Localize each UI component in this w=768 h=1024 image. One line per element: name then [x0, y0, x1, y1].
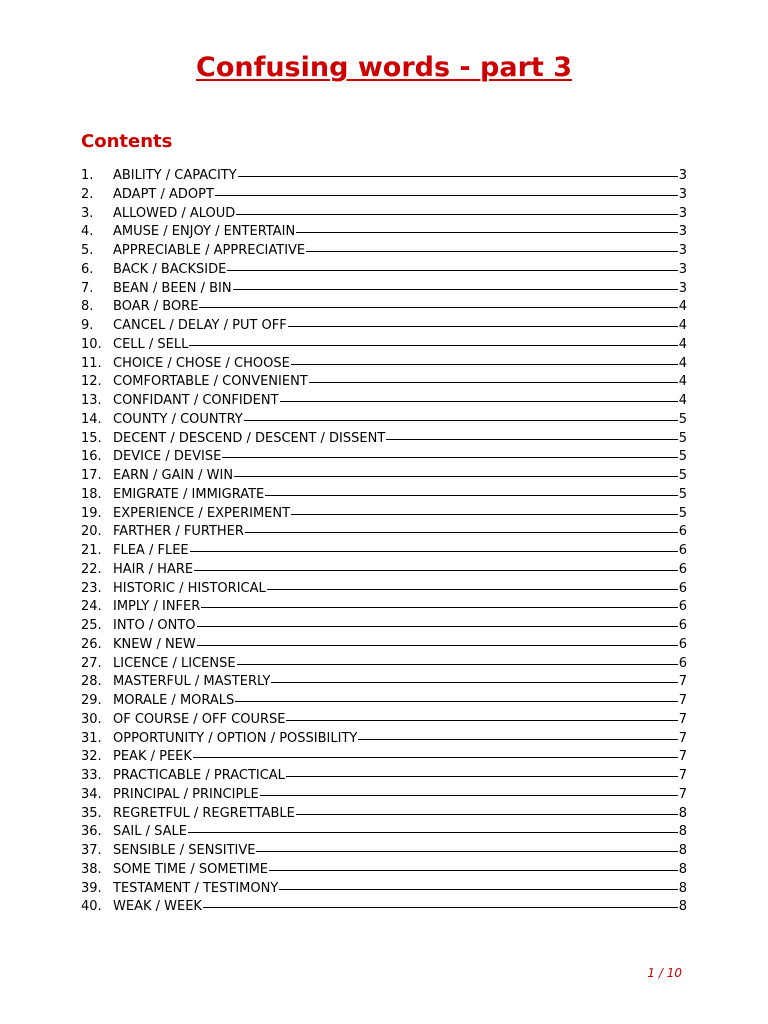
toc-leader-line: [291, 514, 678, 515]
toc-entry-label: MASTERFUL / MASTERLY: [113, 674, 271, 690]
toc-entry[interactable]: [81, 898, 687, 917]
toc-entry[interactable]: [81, 261, 687, 280]
toc-entry[interactable]: [81, 523, 687, 542]
toc-entry-label: ABILITY / CAPACITY: [113, 168, 237, 183]
toc-entry[interactable]: [81, 730, 687, 749]
toc-entry-number: 29.: [81, 693, 102, 708]
toc-entry-page: 5: [678, 411, 687, 427]
toc-entry-page: 4: [678, 393, 687, 408]
toc-entry-number: 17.: [81, 468, 102, 483]
toc-entry[interactable]: [81, 430, 687, 449]
toc-leader-line: [306, 251, 678, 252]
toc-entry-label: LICENCE / LICENSE: [113, 655, 236, 671]
toc-leader-line: [236, 214, 677, 215]
toc-leader-line: [189, 345, 677, 346]
toc-entry-number: 16.: [81, 449, 102, 465]
toc-entry-number: 40.: [81, 899, 102, 915]
toc-leader-line: [233, 289, 678, 290]
toc-entry-label: MORALE / MORALS: [113, 693, 235, 708]
toc-entry[interactable]: [81, 167, 687, 186]
toc-entry-number: 10.: [81, 336, 102, 352]
toc-entry-label: REGRETFUL / REGRETTABLE: [113, 805, 295, 821]
toc-leader-line: [279, 889, 677, 890]
toc-entry-label: OPPORTUNITY / OPTION / POSSIBILITY: [113, 730, 358, 746]
toc-entry-label: WEAK / WEEK: [113, 899, 202, 915]
toc-entry-number: 14.: [81, 411, 102, 427]
toc-entry[interactable]: [81, 205, 687, 224]
toc-entry-page: 7: [678, 749, 687, 765]
page-indicator: 1 / 10: [647, 966, 682, 980]
toc-entry-label: HISTORIC / HISTORICAL: [113, 580, 266, 596]
toc-entry-label: BACK / BACKSIDE: [113, 261, 227, 277]
toc-entry-number: 31.: [81, 730, 102, 746]
toc-entry-number: 9.: [81, 318, 94, 333]
toc-entry-number: 21.: [81, 543, 102, 558]
toc-entry-number: 3.: [81, 205, 94, 221]
toc-leader-line: [386, 439, 677, 440]
toc-entry[interactable]: [81, 636, 687, 655]
toc-entry[interactable]: [81, 448, 687, 467]
toc-entry-label: OF COURSE / OFF COURSE: [113, 711, 286, 727]
toc-entry[interactable]: [81, 467, 687, 486]
toc-entry[interactable]: [81, 823, 687, 842]
page-title: Confusing words - part 3: [196, 52, 572, 83]
toc-entry-label: SAIL / SALE: [113, 824, 187, 840]
toc-entry-page: 3: [678, 243, 687, 258]
toc-entry-number: 15.: [81, 430, 102, 446]
toc-leader-line: [245, 532, 678, 533]
toc-entry-label: ADAPT / ADOPT: [113, 186, 214, 202]
toc-entry[interactable]: [81, 655, 687, 674]
toc-entry-number: 32.: [81, 749, 102, 765]
toc-entry[interactable]: [81, 861, 687, 880]
toc-entry[interactable]: [81, 242, 687, 261]
contents-heading: Contents: [81, 131, 173, 152]
toc-leader-line: [265, 495, 677, 496]
toc-entry-page: 4: [678, 318, 687, 333]
toc-entry-label: EMIGRATE / IMMIGRATE: [113, 486, 265, 502]
table-of-contents: [81, 167, 687, 917]
toc-leader-line: [269, 870, 678, 871]
toc-entry[interactable]: [81, 786, 687, 805]
toc-leader-line: [201, 607, 677, 608]
toc-entry-page: 5: [678, 486, 687, 502]
toc-entry-label: IMPLY / INFER: [113, 599, 201, 615]
toc-entry-page: 6: [678, 655, 687, 671]
toc-entry-label: FLEA / FLEE: [113, 543, 189, 558]
toc-entry-page: 6: [678, 599, 687, 615]
toc-entry-label: CELL / SELL: [113, 336, 189, 352]
toc-entry-page: 3: [678, 261, 687, 277]
toc-entry-page: 6: [678, 543, 687, 558]
toc-entry-page: 7: [678, 711, 687, 727]
toc-entry-label: TESTAMENT / TESTIMONY: [113, 880, 279, 896]
toc-entry-page: 4: [678, 374, 687, 390]
toc-entry[interactable]: [81, 336, 687, 355]
toc-entry-page: 8: [678, 805, 687, 821]
toc-leader-line: [260, 795, 678, 796]
toc-leader-line: [244, 420, 678, 421]
toc-entry[interactable]: [81, 598, 687, 617]
toc-entry-label: ALLOWED / ALOUD: [113, 205, 236, 221]
toc-entry-number: 4.: [81, 224, 94, 240]
toc-entry-number: 26.: [81, 636, 102, 652]
toc-entry-label: HAIR / HARE: [113, 561, 194, 577]
toc-entry[interactable]: [81, 392, 687, 411]
toc-entry-number: 36.: [81, 824, 102, 840]
toc-entry-number: 11.: [81, 355, 102, 371]
toc-entry-page: 4: [678, 299, 687, 315]
toc-entry[interactable]: [81, 617, 687, 636]
toc-entry-label: COMFORTABLE / CONVENIENT: [113, 374, 308, 390]
toc-entry-label: CANCEL / DELAY / PUT OFF: [113, 318, 287, 333]
toc-entry-label: DEVICE / DEVISE: [113, 449, 222, 465]
toc-entry-page: 3: [678, 280, 687, 296]
toc-entry-number: 18.: [81, 486, 102, 502]
toc-leader-line: [203, 907, 678, 908]
toc-entry-number: 23.: [81, 580, 102, 596]
toc-entry-page: 6: [678, 561, 687, 577]
toc-entry-page: 4: [678, 355, 687, 371]
toc-leader-line: [199, 307, 677, 308]
toc-entry-page: 4: [678, 336, 687, 352]
toc-leader-line: [286, 776, 678, 777]
toc-entry[interactable]: [81, 373, 687, 392]
toc-entry-page: 7: [678, 768, 687, 783]
toc-entry[interactable]: [81, 767, 687, 786]
toc-entry-number: 5.: [81, 243, 94, 258]
toc-entry[interactable]: [81, 561, 687, 580]
toc-entry-page: 5: [678, 449, 687, 465]
toc-entry-label: BOAR / BORE: [113, 299, 199, 315]
toc-entry-label: FARTHER / FURTHER: [113, 524, 244, 540]
toc-entry-number: 30.: [81, 711, 102, 727]
toc-entry-number: 13.: [81, 393, 102, 408]
toc-entry-page: 3: [678, 186, 687, 202]
toc-leader-line: [280, 401, 678, 402]
toc-entry-label: KNEW / NEW: [113, 636, 196, 652]
toc-entry[interactable]: [81, 223, 687, 242]
toc-entry-label: PRINCIPAL / PRINCIPLE: [113, 786, 259, 802]
toc-leader-line: [235, 701, 677, 702]
toc-leader-line: [288, 326, 678, 327]
toc-entry-page: 3: [678, 205, 687, 221]
toc-entry-label: EARN / GAIN / WIN: [113, 468, 234, 483]
toc-entry[interactable]: [81, 186, 687, 205]
toc-entry[interactable]: [81, 411, 687, 430]
toc-entry-number: 19.: [81, 505, 102, 521]
toc-entry-number: 28.: [81, 674, 102, 690]
toc-entry[interactable]: [81, 580, 687, 599]
toc-entry[interactable]: [81, 673, 687, 692]
toc-entry-label: COUNTY / COUNTRY: [113, 411, 243, 427]
toc-leader-line: [256, 851, 677, 852]
toc-leader-line: [188, 832, 678, 833]
toc-leader-line: [358, 739, 677, 740]
toc-entry-label: APPRECIABLE / APPRECIATIVE: [113, 243, 306, 258]
toc-entry-label: INTO / ONTO: [113, 618, 196, 633]
toc-entry-page: 8: [678, 861, 687, 877]
toc-entry-page: 5: [678, 430, 687, 446]
toc-entry-label: CHOICE / CHOSE / CHOOSE: [113, 355, 290, 371]
toc-leader-line: [286, 720, 677, 721]
toc-entry-page: 6: [678, 618, 687, 633]
toc-leader-line: [296, 232, 678, 233]
toc-entry-page: 8: [678, 824, 687, 840]
toc-leader-line: [222, 457, 677, 458]
toc-leader-line: [215, 195, 678, 196]
toc-entry-label: CONFIDANT / CONFIDENT: [113, 393, 279, 408]
toc-leader-line: [237, 664, 678, 665]
toc-entry-number: 2.: [81, 186, 94, 202]
toc-entry[interactable]: [81, 486, 687, 505]
toc-entry-label: PEAK / PEEK: [113, 749, 192, 765]
toc-leader-line: [271, 682, 677, 683]
toc-leader-line: [309, 382, 678, 383]
toc-entry-page: 7: [678, 674, 687, 690]
toc-entry[interactable]: [81, 748, 687, 767]
toc-entry-label: DECENT / DESCEND / DESCENT / DISSENT: [113, 430, 386, 446]
toc-leader-line: [234, 476, 678, 477]
toc-entry-number: 35.: [81, 805, 102, 821]
toc-entry-label: SENSIBLE / SENSITIVE: [113, 843, 256, 858]
toc-leader-line: [190, 551, 678, 552]
toc-entry-page: 6: [678, 524, 687, 540]
toc-leader-line: [238, 176, 678, 177]
toc-entry-page: 7: [678, 693, 687, 708]
toc-entry-label: AMUSE / ENJOY / ENTERTAIN: [113, 224, 296, 240]
toc-leader-line: [194, 570, 678, 571]
toc-entry-number: 34.: [81, 786, 102, 802]
toc-leader-line: [227, 270, 677, 271]
toc-entry[interactable]: [81, 692, 687, 711]
toc-entry-page: 8: [678, 843, 687, 858]
toc-entry-number: 38.: [81, 861, 102, 877]
toc-entry[interactable]: [81, 280, 687, 299]
toc-entry-number: 22.: [81, 561, 102, 577]
toc-entry-number: 39.: [81, 880, 102, 896]
toc-entry-number: 6.: [81, 261, 94, 277]
toc-entry-label: PRACTICABLE / PRACTICAL: [113, 768, 285, 783]
toc-entry-number: 24.: [81, 599, 102, 615]
toc-entry[interactable]: [81, 355, 687, 374]
toc-entry-page: 8: [678, 880, 687, 896]
toc-entry-page: 3: [678, 168, 687, 183]
toc-entry[interactable]: [81, 505, 687, 524]
toc-entry-page: 5: [678, 468, 687, 483]
toc-entry-label: SOME TIME / SOMETIME: [113, 861, 269, 877]
toc-leader-line: [197, 626, 678, 627]
toc-entry-number: 1.: [81, 168, 94, 183]
toc-leader-line: [193, 757, 678, 758]
toc-entry[interactable]: [81, 805, 687, 824]
toc-entry-number: 25.: [81, 618, 102, 633]
toc-entry-page: 7: [678, 730, 687, 746]
toc-entry-number: 37.: [81, 843, 102, 858]
toc-entry[interactable]: [81, 298, 687, 317]
toc-entry-number: 7.: [81, 280, 94, 296]
toc-leader-line: [291, 364, 678, 365]
toc-entry-number: 12.: [81, 374, 102, 390]
toc-entry-page: 5: [678, 505, 687, 521]
toc-entry-page: 3: [678, 224, 687, 240]
toc-entry-number: 8.: [81, 299, 94, 315]
toc-entry[interactable]: [81, 317, 687, 336]
toc-entry-label: EXPERIENCE / EXPERIMENT: [113, 505, 291, 521]
toc-leader-line: [197, 645, 678, 646]
toc-entry-page: 6: [678, 636, 687, 652]
toc-entry-number: 33.: [81, 768, 102, 783]
toc-entry-page: 8: [678, 899, 687, 915]
toc-entry-label: BEAN / BEEN / BIN: [113, 280, 232, 296]
toc-leader-line: [296, 814, 678, 815]
toc-entry-page: 7: [678, 786, 687, 802]
toc-entry[interactable]: [81, 880, 687, 899]
toc-entry[interactable]: [81, 711, 687, 730]
toc-leader-line: [267, 589, 678, 590]
toc-entry-number: 20.: [81, 524, 102, 540]
toc-entry-page: 6: [678, 580, 687, 596]
toc-entry[interactable]: [81, 542, 687, 561]
toc-entry[interactable]: [81, 842, 687, 861]
toc-entry-number: 27.: [81, 655, 102, 671]
